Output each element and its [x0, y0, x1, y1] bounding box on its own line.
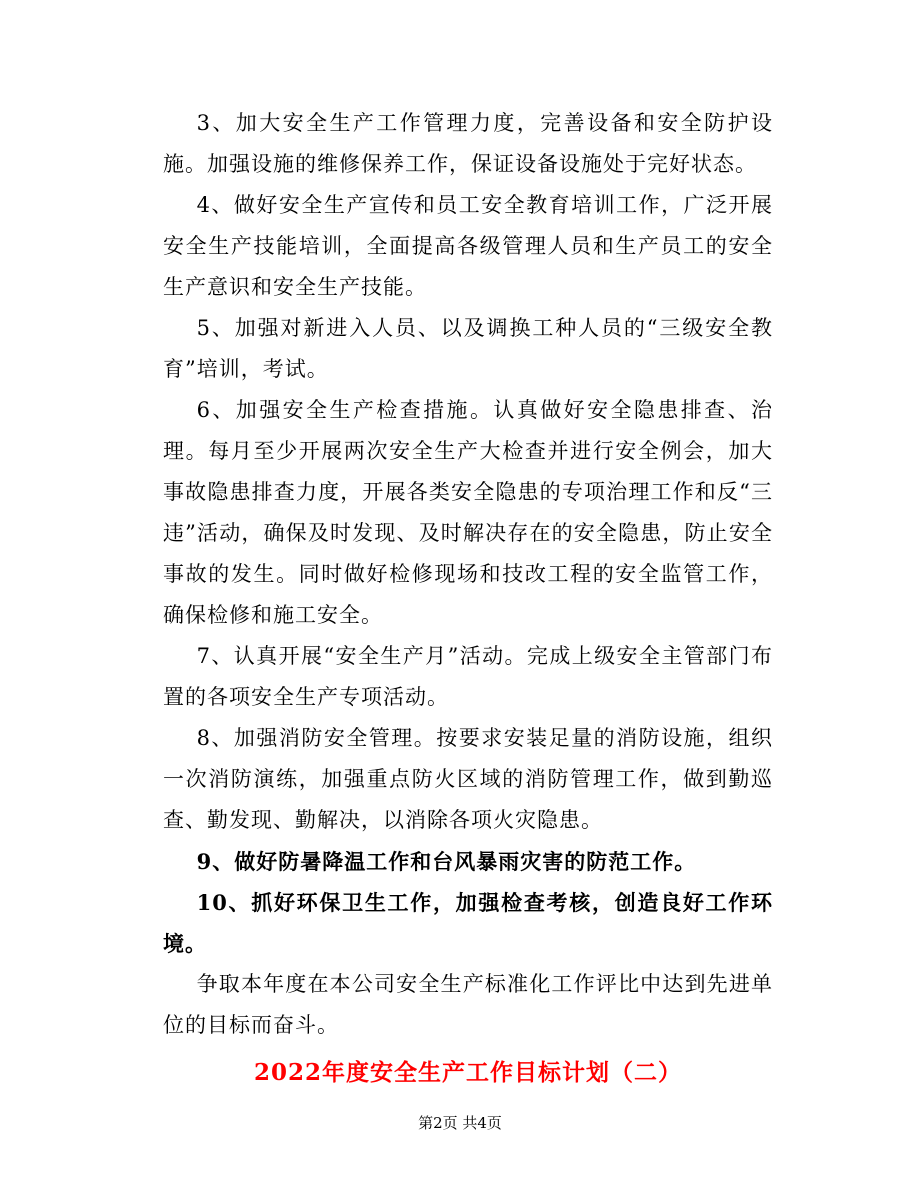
paragraph-item-3: 3、加大安全生产工作管理力度，完善设备和安全防护设施。加强设施的维修保养工作，保证设备设施处于完好状态。: [163, 111, 773, 176]
paragraph-item-7: 7、认真开展“安全生产月”活动。完成上级安全主管部门布置的各项安全生产专项活动。: [163, 644, 773, 709]
paragraph-item-10: 10、抓好环保卫生工作，加强检查考核，创造良好工作环境。: [163, 890, 773, 956]
paragraph-item-9: 9、做好防暑降温工作和台风暴雨灾害的防范工作。: [196, 849, 697, 874]
paragraph-item-6: 6、加强安全生产检查措施。认真做好安全隐患排查、治理。每月至少开展两次安全生产大检查并进行安全例会，加大事故隐患排查力度，开展各类安全隐患的专项治理工作和反“三违”活动，确保及时发现、及时解决存在的安全隐患，防止安全事故的发生。同时做好检修现场和技改工程的安全监管工作，确保检修和施工安全。: [163, 398, 773, 627]
document-body: [163, 103, 773, 1098]
page-footer: 第2页 共4页: [418, 1114, 502, 1132]
paragraph-item-8: 8、加强消防安全管理。按要求安装足量的消防设施，组织一次消防演练，加强重点防火区域的消防管理工作，做到勤巡查、勤发现、勤解决，以消除各项火灾隐患。: [163, 726, 773, 832]
paragraph-item-5: 5、加强对新进入人员、以及调换工种人员的“三级安全教育”培训，考试。: [163, 316, 773, 381]
paragraph-goal: 争取本年度在本公司安全生产标准化工作评比中达到先进单位的目标而奋斗。: [163, 972, 773, 1037]
section-title: 2022年度安全生产工作目标计划（二）: [253, 1059, 682, 1086]
paragraph-item-4: 4、做好安全生产宣传和员工安全教育培训工作，广泛开展安全生产技能培训，全面提高各级管理人员和生产员工的安全生产意识和安全生产技能。: [163, 193, 773, 299]
